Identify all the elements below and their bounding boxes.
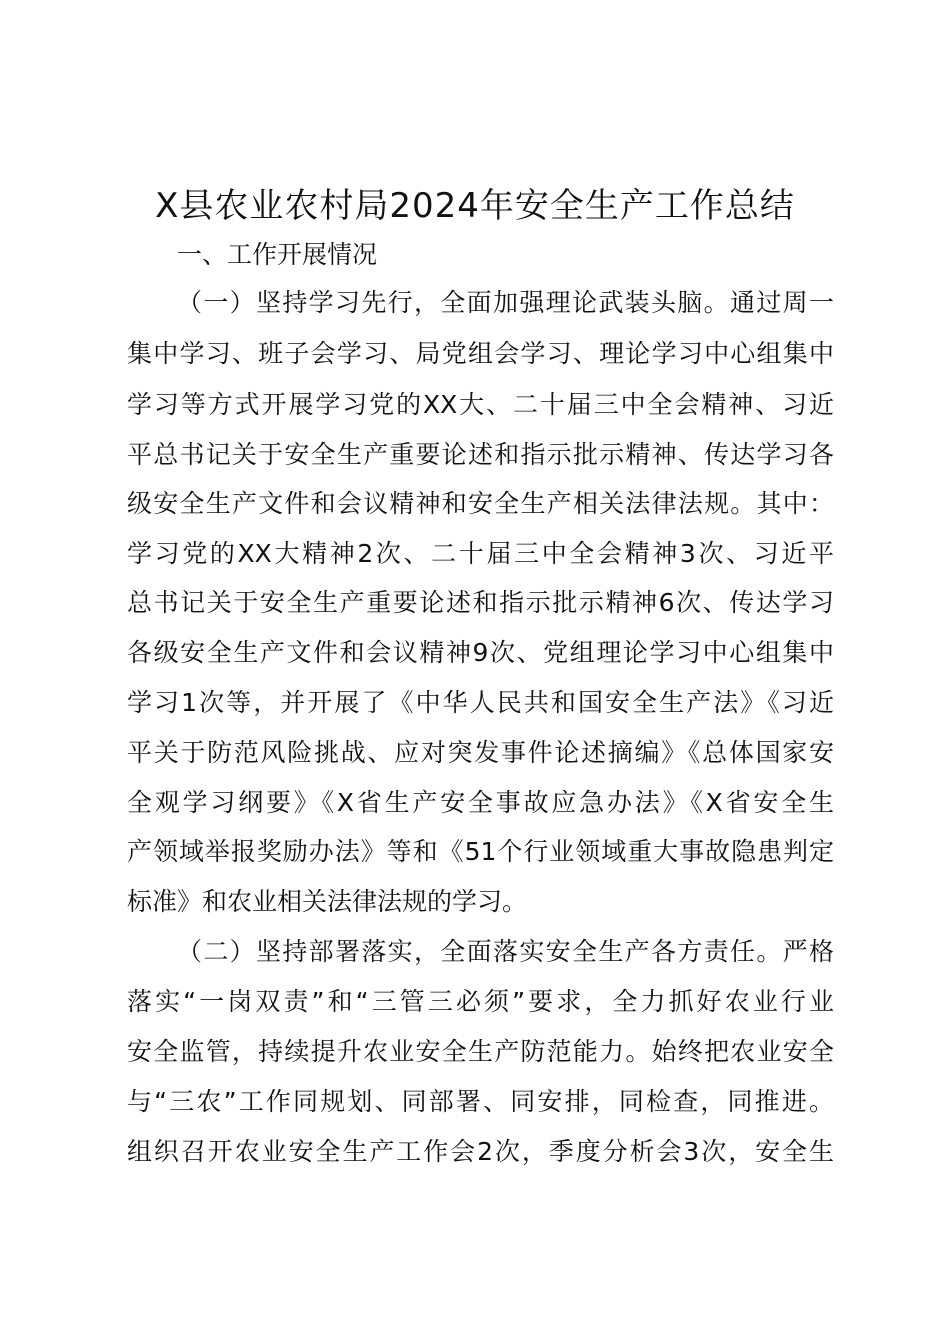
paragraph1-line: 产领域举报奖励办法》等和《51个行业领域重大事故隐患判定 [127, 837, 834, 866]
paragraph1-line: 平总书记关于安全生产重要论述和指示批示精神、传达学习各 [127, 440, 834, 469]
paragraph1-line: 平关于防范风险挑战、应对突发事件论述摘编》《总体国家安 [127, 738, 834, 767]
paragraph1-line: 学习党的XX大精神2次、二十届三中全会精神3次、习近平 [127, 539, 834, 568]
paragraph2-line: 组织召开农业安全生产工作会2次，季度分析会3次，安全生 [127, 1137, 834, 1166]
paragraph1-line: 学习1次等，并开展了《中华人民共和国安全生产法》《习近 [127, 688, 834, 717]
document-title: X县农业农村局2024年安全生产工作总结 [155, 186, 795, 226]
paragraph2-line: （二）坚持部署落实，全面落实安全生产各方责任。严格 [177, 937, 834, 966]
paragraph1-line: 学习等方式开展学习党的XX大、二十届三中全会精神、习近 [127, 390, 834, 419]
paragraph2-line: 安全监管，持续提升农业安全生产防范能力。始终把农业安全 [127, 1037, 834, 1066]
section-heading: 一、工作开展情况 [177, 240, 378, 269]
paragraph1-line: 各级安全生产文件和会议精神9次、党组理论学习中心组集中 [127, 638, 834, 667]
paragraph1-line: 全观学习纲要》《X省生产安全事故应急办法》《X省安全生 [127, 788, 834, 817]
paragraph1-line: （一）坚持学习先行，全面加强理论武装头脑。通过周一 [177, 288, 834, 317]
paragraph2-line: 落实“一岗双责”和“三管三必须”要求，全力抓好农业行业 [127, 987, 834, 1016]
paragraph2-line: 与“三农”工作同规划、同部署、同安排，同检查，同推进。 [127, 1087, 834, 1116]
paragraph1-line: 集中学习、班子会学习、局党组会学习、理论学习中心组集中 [127, 339, 834, 368]
paragraph1-line: 总书记关于安全生产重要论述和指示批示精神6次、传达学习 [127, 588, 834, 617]
paragraph1-line: 级安全生产文件和会议精神和安全生产相关法律法规。其中： [127, 489, 834, 518]
paragraph1-line: 标准》和农业相关法律法规的学习。 [127, 887, 528, 916]
